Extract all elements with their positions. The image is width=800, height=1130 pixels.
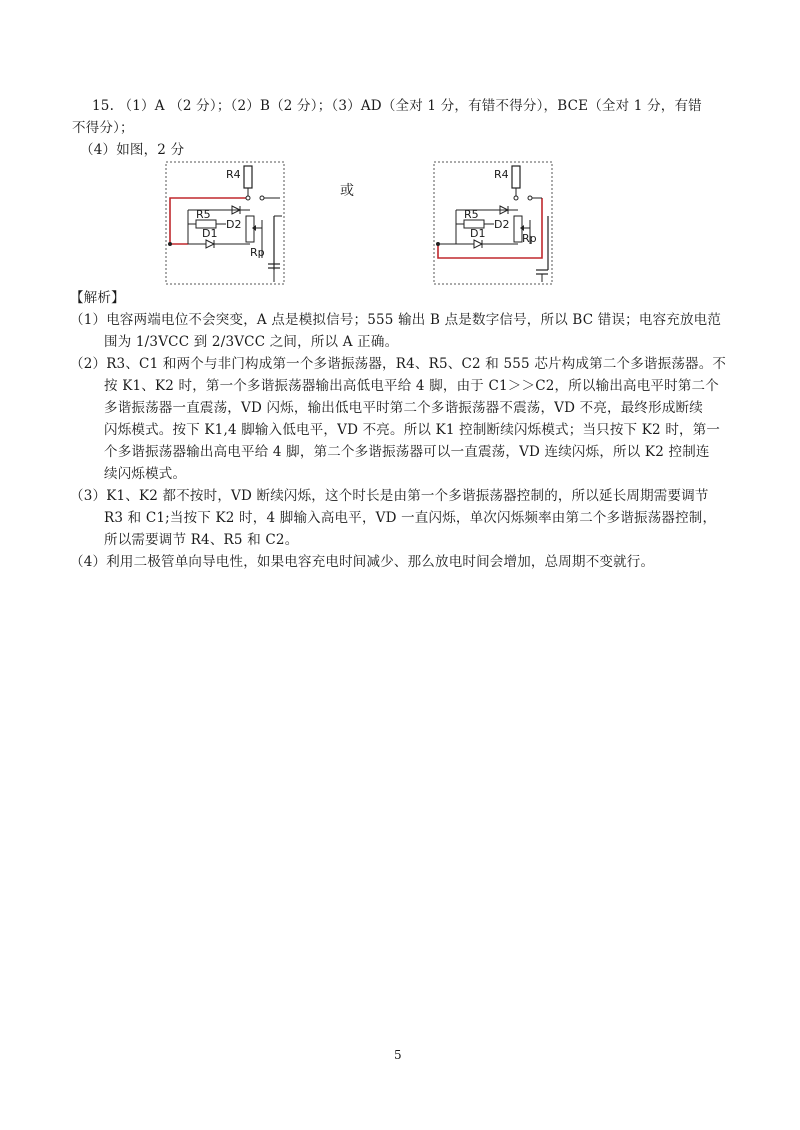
rp-potentiometer — [514, 216, 522, 242]
label-r4: R4 — [494, 168, 509, 181]
analysis-p2-line3: 多谐振荡器一直震荡，VD 闪烁，输出低电平时第二个多谐振荡器不震荡，VD 不亮，最终形成断续 — [104, 400, 703, 416]
label-r5: R5 — [196, 208, 211, 221]
r4-resistor — [512, 166, 520, 188]
analysis-p1-line2: 围为 1/3VCC 到 2/3VCC 之间，所以 A 正确。 — [104, 334, 399, 350]
label-d1: D1 — [202, 227, 218, 240]
analysis-p3-line3: 所以需要调节 R4、R5 和 C2。 — [104, 532, 299, 548]
r4-resistor — [244, 166, 252, 188]
answer-line-3: （4）如图，2 分 — [80, 142, 185, 158]
analysis-p3-line2: R3 和 C1;当按下 K2 时，4 脚输入高电平，VD 一直闪烁，单次闪烁频率由第二个多谐振荡器控制， — [104, 510, 717, 526]
analysis-p2-line4: 闪烁模式。按下 K1,4 脚输入低电平，VD 不亮。所以 K1 控制断续闪烁模式；当只按下 K2 时，第一 — [104, 422, 721, 438]
label-r5: R5 — [464, 208, 479, 221]
rp-potentiometer — [246, 216, 254, 242]
or-label: 或 — [340, 183, 354, 199]
analysis-p2-line5: 个多谐振荡器输出高电平给 4 脚，第二个多谐振荡器可以一直震荡，VD 连续闪烁，所以 K2 控制连 — [104, 444, 710, 460]
analysis-p2-line2: 按 K1、K2 时，第一个多谐振荡器输出高低电平给 4 脚，由于 C1＞＞C2，所以输出高电平时第二个 — [104, 378, 719, 394]
label-r4: R4 — [226, 168, 241, 181]
answer-line-1: 15. （1）A （2 分）；（2）B（2 分）；（3）AD（全对 1 分，有错不得分），BCE（全对 1 分，有错 — [92, 98, 702, 114]
analysis-p1-line1: （1）电容两端电位不会突变，A 点是模拟信号；555 输出 B 点是数字信号，所以 BC 错误；电容充放电范 — [70, 312, 722, 328]
label-d1: D1 — [470, 227, 486, 240]
analysis-p2-line1: （2）R3、C1 和两个与非门构成第一个多谐振荡器，R4、R5、C2 和 555 芯片构成第二个多谐振荡器。不 — [70, 356, 727, 372]
label-rp: Rp — [250, 246, 265, 259]
dashed-border — [166, 162, 284, 284]
label-rp: Rp — [522, 232, 537, 245]
d1-diode — [206, 240, 214, 248]
analysis-p4-line1: （4）利用二极管单向导电性，如果电容充电时间减少、那么放电时间会增加，总周期不变就行。 — [70, 554, 655, 570]
answer-line-2: 不得分）； — [72, 120, 134, 136]
page-number: 5 — [394, 1048, 402, 1062]
dashed-border — [434, 162, 552, 284]
circuit-diagram-left — [162, 158, 290, 288]
circuit-diagram-right — [430, 158, 558, 288]
analysis-heading: 【解析】 — [70, 290, 125, 306]
label-d2: D2 — [494, 218, 510, 231]
label-d2: D2 — [226, 218, 242, 231]
d1-diode — [474, 240, 482, 248]
analysis-p3-line1: （3）K1、K2 都不按时，VD 断续闪烁，这个时长是由第一个多谐振荡器控制的，所以延长周期需要调节 — [70, 488, 709, 504]
analysis-p2-line6: 续闪烁模式。 — [104, 466, 187, 482]
